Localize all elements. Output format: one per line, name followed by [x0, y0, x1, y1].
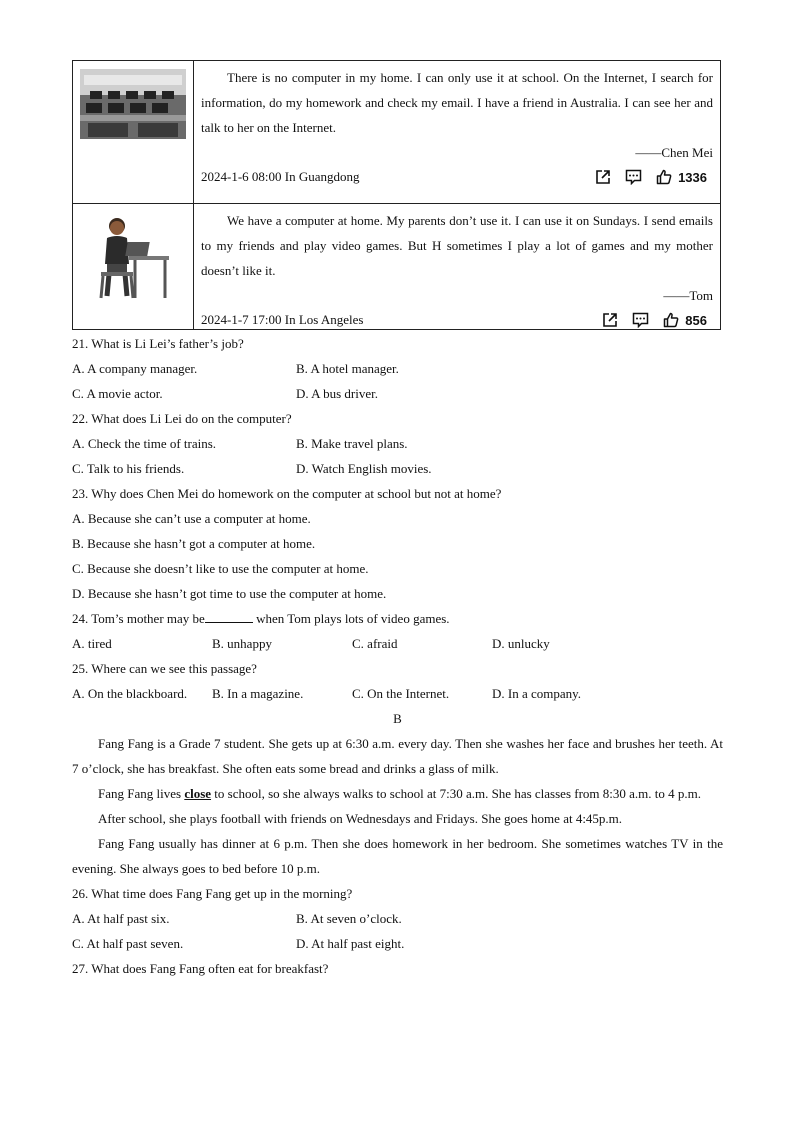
like-count: 856	[685, 312, 707, 328]
post-actions	[595, 169, 713, 185]
question-24-stem-start: 24. Tom’s mother may be	[72, 611, 205, 626]
post-timestamp-location: 2024-1-6 08:00 In Guangdong	[201, 169, 360, 184]
option[interactable]: A. tired	[72, 636, 112, 651]
option[interactable]: B. Because she hasn’t got a computer at home.	[72, 536, 316, 551]
option[interactable]: A. On the blackboard.	[72, 686, 188, 701]
option[interactable]: C. afraid	[352, 636, 398, 651]
question-24-stem	[72, 606, 723, 631]
post-timestamp-location: 2024-1-7 17:00 In Los Angeles	[201, 312, 364, 327]
option[interactable]: D. Because she hasn’t got time to use the computer at home.	[72, 586, 387, 601]
question-22-options-row1	[72, 431, 723, 456]
post-actions	[602, 312, 713, 328]
option[interactable]: A. A company manager.	[72, 361, 198, 376]
post-author: ——Tom	[663, 288, 713, 303]
option[interactable]: C. On the Internet.	[352, 686, 450, 701]
passage-paragraph: Fang Fang is a Grade 7 student. She gets up at 6:30 a.m. every day. Then she washes her face and brushes her teeth. At 7 o’clock, she has breakfast. She often eats some bread and drinks a glass of milk.	[72, 736, 723, 776]
section-b-heading: B	[393, 711, 402, 726]
option[interactable]: A. Because she can’t use a computer at home.	[72, 511, 311, 526]
computer-lab-photo	[80, 69, 186, 139]
post-body	[194, 204, 720, 329]
person-at-computer-illustration	[93, 212, 173, 302]
question-23-stem: 23. Why does Chen Mei do homework on the computer at school but not at home?	[72, 486, 502, 501]
post-chen-mei	[72, 60, 721, 204]
questions-content	[72, 331, 723, 981]
post-image	[73, 204, 194, 329]
option[interactable]: A. Check the time of trains.	[72, 436, 217, 451]
question-25-stem: 25. Where can we see this passage?	[72, 661, 257, 676]
option[interactable]: B. In a magazine.	[212, 686, 304, 701]
post-author: ——Chen Mei	[635, 145, 713, 160]
option[interactable]: D. A bus driver.	[296, 386, 378, 401]
posts-table	[72, 60, 721, 330]
post-tom	[72, 204, 721, 330]
question-22-options-row2	[72, 456, 723, 481]
question-24-stem-end: when Tom plays lots of video games.	[252, 611, 450, 626]
like-button[interactable]	[656, 169, 707, 185]
option[interactable]: B. Make travel plans.	[296, 436, 408, 451]
comment-icon[interactable]	[625, 169, 642, 185]
option[interactable]: C. Because she doesn’t like to use the computer at home.	[72, 561, 369, 576]
option[interactable]: C. At half past seven.	[72, 936, 184, 951]
option[interactable]: D. At half past eight.	[296, 936, 405, 951]
like-count: 1336	[678, 169, 707, 185]
question-24-options	[72, 631, 723, 656]
question-26-options-row2	[72, 931, 723, 956]
question-21-stem: 21. What is Li Lei’s father’s job?	[72, 336, 244, 351]
question-21-options-row1	[72, 356, 723, 381]
option[interactable]: C. A movie actor.	[72, 386, 163, 401]
post-text: We have a computer at home. My parents don’t use it. I can use it on Sundays. I send emails to my friends and play video games. But H sometimes I play a lot of games and my mother doesn’t like it.	[201, 213, 713, 278]
option[interactable]: D. unlucky	[492, 636, 550, 651]
passage-text: to school, so she always walks to school at 7:30 a.m. She has classes from 8:30 a.m. to 4 p.m.	[211, 786, 701, 801]
thumbs-up-icon	[663, 312, 679, 328]
question-27-stem: 27. What does Fang Fang often eat for breakfast?	[72, 961, 329, 976]
question-21-options-row2	[72, 381, 723, 406]
post-text: There is no computer in my home. I can only use it at school. On the Internet, I search for information, do my homework and check my email. I have a friend in Australia. I can see her and talk to her on the Internet.	[201, 70, 713, 135]
option[interactable]: C. Talk to his friends.	[72, 461, 185, 476]
question-26-stem: 26. What time does Fang Fang get up in the morning?	[72, 886, 353, 901]
option[interactable]: D. Watch English movies.	[296, 461, 432, 476]
option[interactable]: B. At seven o’clock.	[296, 911, 402, 926]
post-image	[73, 61, 194, 203]
like-button[interactable]	[663, 312, 707, 328]
post-meta	[201, 165, 713, 189]
share-icon[interactable]	[602, 312, 618, 328]
passage-paragraph: Fang Fang usually has dinner at 6 p.m. Then she does homework in her bedroom. She sometimes watches TV in the evening. She always goes to bed before 10 p.m.	[72, 836, 723, 876]
share-icon[interactable]	[595, 169, 611, 185]
post-body	[194, 61, 720, 203]
comment-icon[interactable]	[632, 312, 649, 328]
post-meta	[201, 308, 713, 332]
option[interactable]: D. In a company.	[492, 686, 582, 701]
passage-text: Fang Fang lives	[98, 786, 185, 801]
thumbs-up-icon	[656, 169, 672, 185]
passage-paragraph: After school, she plays football with friends on Wednesdays and Fridays. She goes home at 4:45p.m.	[98, 811, 623, 826]
option[interactable]: B. unhappy	[212, 636, 272, 651]
question-25-options	[72, 681, 723, 706]
question-22-stem: 22. What does Li Lei do on the computer?	[72, 411, 292, 426]
answer-blank	[205, 610, 253, 623]
option[interactable]: A. At half past six.	[72, 911, 170, 926]
option[interactable]: B. A hotel manager.	[296, 361, 399, 376]
question-26-options-row1	[72, 906, 723, 931]
passage-paragraph	[72, 781, 723, 806]
keyword-close: close	[184, 786, 212, 801]
